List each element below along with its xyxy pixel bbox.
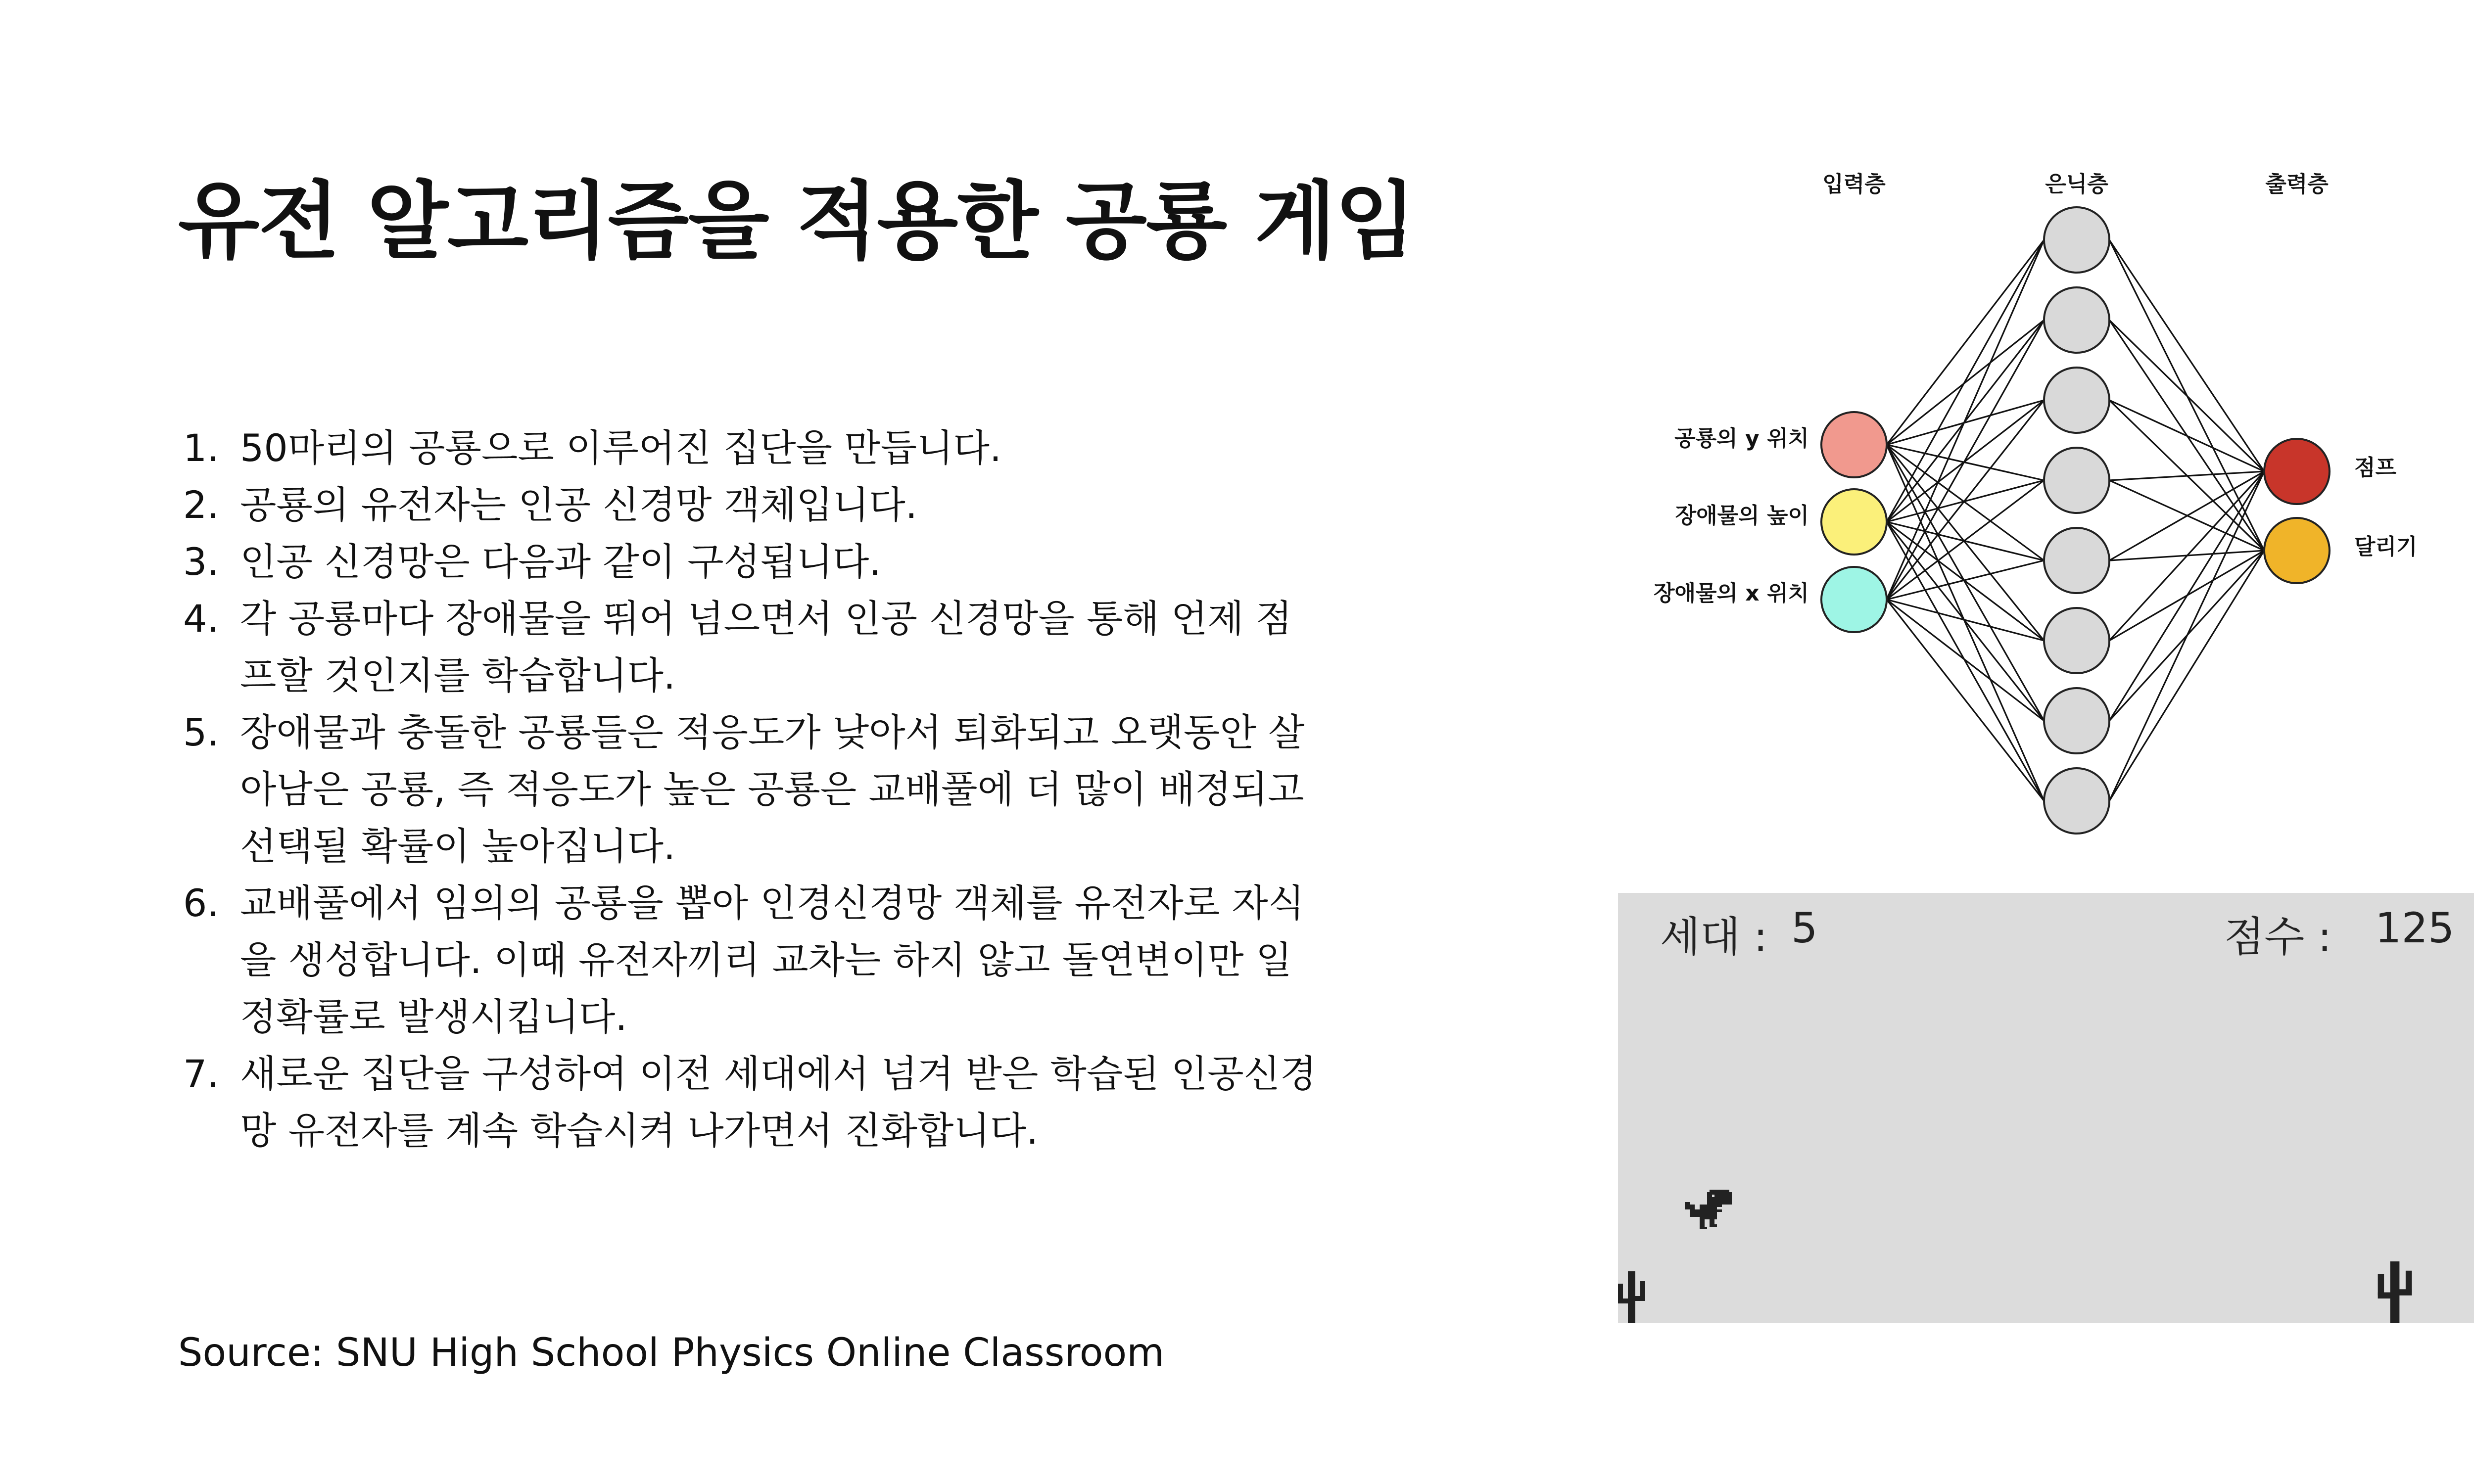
network-connection — [1887, 600, 2044, 801]
network-connection — [1887, 240, 2044, 445]
step-item — [183, 1045, 1321, 1159]
input-node-label: 장애물의 x 위치 — [1653, 581, 1809, 606]
output-node-label: 달리기 — [2354, 534, 2418, 559]
step-number: 7. — [183, 1052, 219, 1096]
dinosaur-sprite — [1685, 1190, 1734, 1234]
neural-network-diagram — [1608, 158, 2449, 851]
hidden-node — [2044, 287, 2109, 353]
network-connection — [1887, 560, 2044, 600]
network-connection — [1887, 600, 2044, 641]
dino-game-canvas — [1618, 893, 2474, 1323]
step-number: 4. — [183, 597, 219, 641]
network-connection — [2109, 471, 2264, 641]
step-text: 교배풀에서 임의의 공룡을 뽑아 인경신경망 객체를 유전자로 자식을 생성합니다. 이때 유전자끼리 교차는 하지 않고 돌연변이만 일정확률로 발생시킵니다. — [240, 881, 1305, 1039]
step-text: 인공 신경망은 다음과 같이 구성됩니다. — [240, 540, 881, 584]
score-value: 125 — [2375, 904, 2455, 952]
hidden-node — [2044, 608, 2109, 673]
network-connection — [2109, 320, 2264, 471]
cactus-obstacle — [1618, 1271, 1645, 1323]
steps-list — [183, 419, 1321, 1159]
output-node — [2264, 518, 2330, 583]
step-text: 새로운 집단을 구성하여 이전 세대에서 넘겨 받은 학습된 인공신경망 유전자를 계속 학습시켜 나가면서 진화합니다. — [240, 1052, 1317, 1153]
network-connection — [2109, 471, 2264, 721]
hidden-node — [2044, 528, 2109, 593]
generation-label: 세대 : — [1660, 913, 1768, 961]
step-text: 공룡의 유전자는 인공 신경망 객체입니다. — [240, 483, 917, 527]
input-node — [1821, 489, 1887, 555]
step-text: 각 공룡마다 장애물을 뛰어 넘으면서 인공 신경망을 통해 언제 점프할 것인지를 학습합니다. — [240, 597, 1292, 697]
input-layer-label: 입력층 — [1822, 172, 1886, 197]
step-item — [183, 476, 1321, 533]
hidden-node — [2044, 688, 2109, 753]
network-connection — [1887, 522, 2044, 721]
hidden-node — [2044, 207, 2109, 273]
output-layer-label: 출력층 — [2265, 172, 2329, 197]
network-connection — [2109, 471, 2264, 801]
output-node-label: 점프 — [2354, 455, 2397, 480]
network-connection — [1887, 522, 2044, 560]
input-node — [1821, 412, 1887, 477]
step-item — [183, 704, 1321, 875]
hidden-node — [2044, 368, 2109, 433]
network-connection — [2109, 551, 2264, 801]
hidden-node — [2044, 768, 2109, 834]
step-number: 3. — [183, 540, 219, 584]
network-connection — [1887, 240, 2044, 600]
output-node — [2264, 439, 2330, 504]
cactus-obstacle — [2378, 1261, 2412, 1323]
input-node-label: 공룡의 y 위치 — [1674, 426, 1809, 451]
step-number: 6. — [183, 881, 219, 925]
step-number: 2. — [183, 483, 219, 527]
network-nodes — [1821, 207, 2330, 834]
generation-value: 5 — [1791, 904, 1818, 952]
network-connection — [1887, 320, 2044, 600]
slide-title: 유전 알고리즘을 적용한 공룡 게임 — [178, 173, 1415, 271]
step-item — [183, 590, 1321, 704]
network-connection — [1887, 400, 2044, 445]
network-connection — [2109, 471, 2264, 480]
input-node-label: 장애물의 높이 — [1675, 503, 1809, 528]
step-item — [183, 419, 1321, 476]
network-connection — [1887, 240, 2044, 522]
score-label: 점수 : — [2224, 913, 2332, 961]
step-text: 50마리의 공룡으로 이루어진 집단을 만듭니다. — [240, 426, 1001, 470]
step-item — [183, 533, 1321, 590]
hidden-node — [2044, 448, 2109, 513]
input-node — [1821, 567, 1887, 632]
step-item — [183, 875, 1321, 1045]
step-number: 5. — [183, 710, 219, 754]
step-text: 장애물과 충돌한 공룡들은 적응도가 낮아서 퇴화되고 오랫동안 살아남은 공룡, 즉 적응도가 높은 공룡은 교배풀에 더 많이 배정되고 선택될 확률이 높아집니다. — [240, 710, 1305, 868]
hidden-layer-label: 은닉층 — [2045, 172, 2108, 197]
network-connection — [1887, 522, 2044, 801]
source-citation: Source: SNU High School Physics Online Classroom — [178, 1331, 1165, 1375]
step-number: 1. — [183, 426, 219, 470]
network-connection — [1887, 600, 2044, 721]
